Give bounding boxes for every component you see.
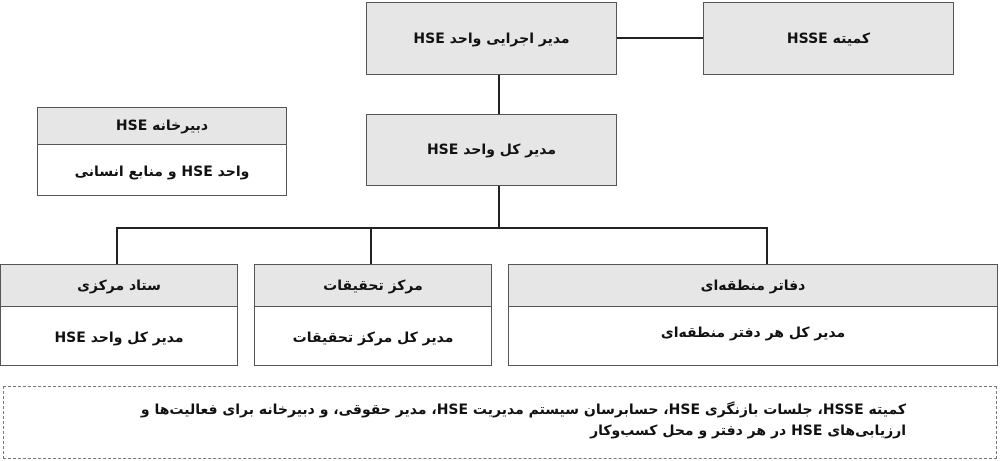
connector-to-research bbox=[370, 227, 372, 264]
connector-exec-to-committee bbox=[617, 37, 703, 39]
connector-to-regional bbox=[766, 227, 768, 264]
research-center-body: مدیر کل مرکز تحقیقات bbox=[292, 330, 454, 346]
hsse-committee-box bbox=[703, 2, 954, 75]
connector-to-central-staff bbox=[116, 227, 118, 264]
note-line-1: کمیته HSSE، جلسات بازنگری HSE، حسابرسان سیستم مدیریت HSE، مدیر حقوقی، و دبیرخانه برای فعالیت‌ها و bbox=[140, 402, 906, 418]
note-text bbox=[94, 400, 906, 442]
exec-manager-label: مدیر اجرایی واحد HSE bbox=[413, 30, 570, 47]
exec-manager-box bbox=[366, 2, 617, 75]
secretariat-body: واحد HSE و منابع انسانی bbox=[74, 164, 250, 180]
general-manager-label: مدیر کل واحد HSE bbox=[426, 142, 557, 158]
secretariat-box bbox=[37, 107, 287, 196]
note-box bbox=[3, 386, 997, 459]
regional-offices-divider bbox=[509, 306, 997, 307]
note-line-2: ارزیابی‌های HSE در هر دفتر و محل کسب‌وکار bbox=[590, 423, 906, 439]
hsse-committee-label: کمیته HSSE bbox=[786, 30, 871, 47]
research-center-divider bbox=[255, 306, 491, 307]
regional-offices-box bbox=[508, 264, 998, 366]
central-staff-divider bbox=[1, 306, 237, 307]
regional-offices-body: مدیر کل هر دفتر منطقه‌ای bbox=[660, 325, 846, 341]
research-center-box bbox=[254, 264, 492, 366]
secretariat-header bbox=[38, 108, 286, 144]
research-center-title: مرکز تحقیقات bbox=[323, 277, 423, 294]
central-staff-box bbox=[0, 264, 238, 366]
research-center-header bbox=[255, 265, 491, 306]
connector-general-trunk bbox=[498, 186, 500, 228]
regional-offices-title: دفاتر منطقه‌ای bbox=[700, 277, 806, 294]
secretariat-title: دبیرخانه HSE bbox=[115, 118, 209, 134]
general-manager-box bbox=[366, 114, 617, 186]
regional-offices-header bbox=[509, 265, 997, 306]
central-staff-title: ستاد مرکزی bbox=[77, 277, 161, 294]
connector-exec-to-general bbox=[498, 75, 500, 114]
central-staff-header bbox=[1, 265, 237, 306]
central-staff-body: مدیر کل واحد HSE bbox=[54, 330, 184, 346]
connector-horizontal-bus bbox=[116, 227, 767, 229]
secretariat-divider bbox=[38, 144, 286, 145]
